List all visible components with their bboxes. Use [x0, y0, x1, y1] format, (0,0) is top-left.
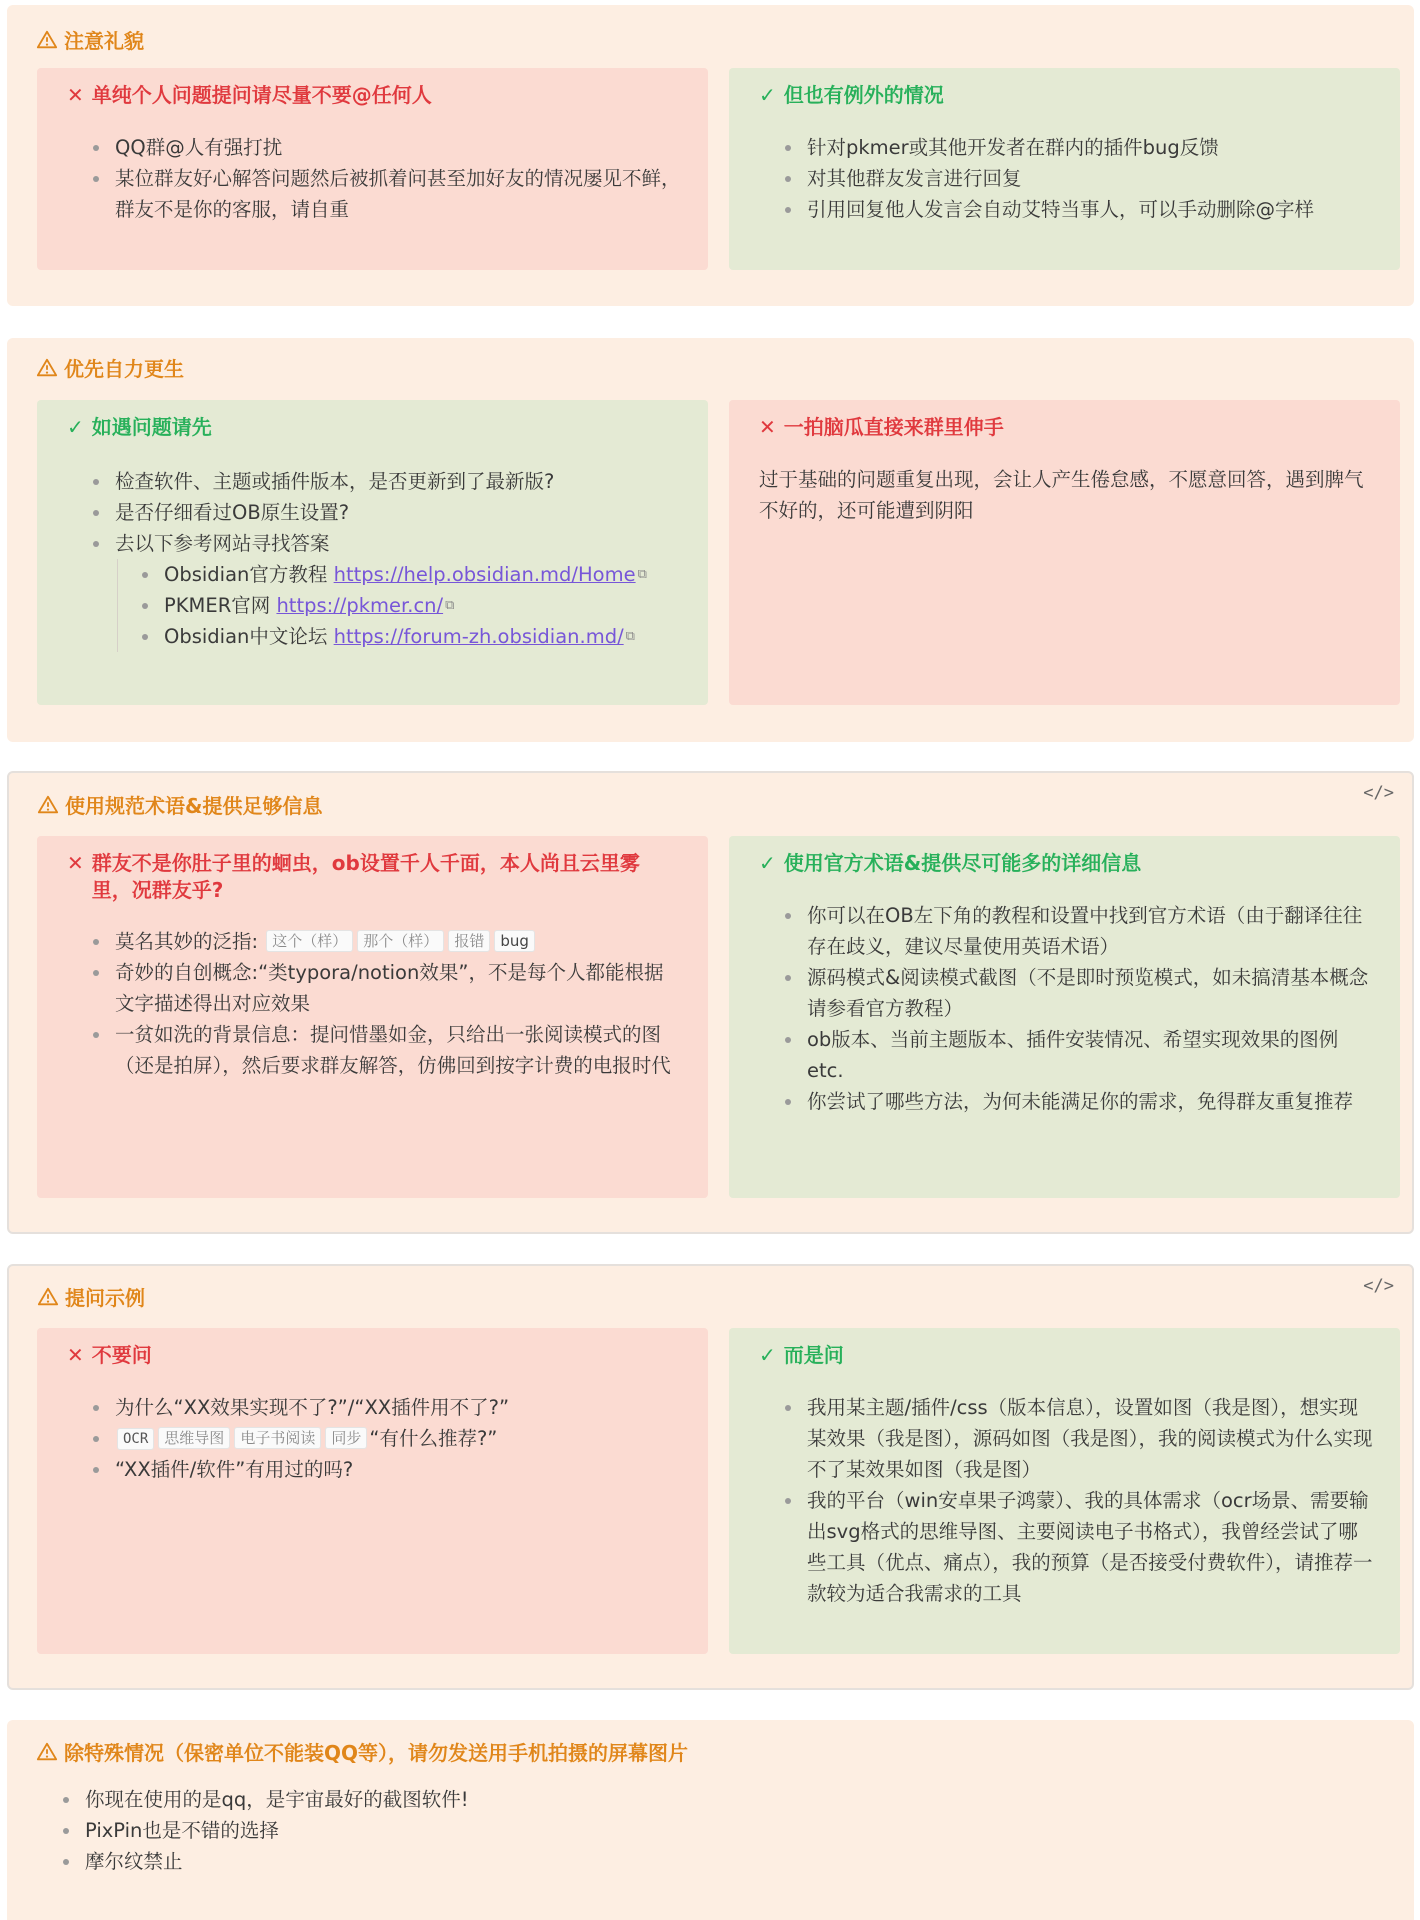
list-item: 莫名其妙的泛指: 这个（样） 那个（样） 报错 bug — [93, 926, 682, 957]
warning-triangle-icon — [36, 29, 58, 51]
do-column-title: ✓ 而是问 — [759, 1343, 844, 1367]
list-item: 针对pkmer或其他开发者在群内的插件bug反馈 — [785, 132, 1374, 163]
dont-column — [37, 836, 708, 1198]
dont-column-title: ✕ 不要问 — [67, 1343, 152, 1367]
dont-column-title: ✕ 群友不是你肚子里的蛔虫，ob设置千人千面，本人尚且云里雾里，况群友乎? — [67, 851, 640, 902]
list-item: Obsidian官方教程 https://help.obsidian.md/Home ⧉ — [142, 559, 682, 590]
external-link-icon: ⧉ — [445, 598, 455, 613]
list-item: 为什么“XX效果实现不了?”/“XX插件用不了?” — [93, 1392, 682, 1423]
list-item: 你尝试了哪些方法，为何未能满足你的需求，免得群友重复推荐 — [785, 1086, 1374, 1117]
callout-title: 提问示例 — [37, 1282, 145, 1311]
callout-title: 使用规范术语&提供足够信息 — [37, 790, 322, 819]
list-item: 去以下参考网站寻找答案 Obsidian官方教程 https://help.obsidian.md/Home ⧉ PKMER官网 https://pkmer.cn/ ⧉ Obsidian中文论坛 https://forum-zh.obsidian.md/ ⧉ — [93, 528, 682, 652]
do-column — [37, 400, 708, 705]
do-column-title: ✓ 使用官方术语&提供尽可能多的详细信息 — [759, 851, 1142, 875]
callout-examples — [7, 1264, 1414, 1690]
tag: 同步 — [325, 1427, 367, 1449]
list-item: 摩尔纹禁止 — [63, 1846, 1388, 1877]
list-item: 一贫如洗的背景信息：提问惜墨如金，只给出一张阅读模式的图（还是拍屏），然后要求群友解答，仿佛回到按字计费的电报时代 — [93, 1019, 682, 1081]
list-item: 检查软件、主题或插件版本，是否更新到了最新版? — [93, 466, 682, 497]
list-item: 我用某主题/插件/css（版本信息），设置如图（我是图），想实现某效果（我是图），源码如图（我是图），我的阅读模式为什么实现不了某效果如图（我是图） — [785, 1392, 1374, 1485]
x-mark-icon: ✕ — [759, 415, 776, 439]
do-list — [785, 1392, 1374, 1609]
list-item: 某位群友好心解答问题然后被抓着问甚至加好友的情况屡见不鲜，群友不是你的客服，请自重 — [93, 163, 682, 225]
dont-list — [93, 1392, 682, 1485]
external-link-icon: ⧉ — [625, 629, 635, 644]
dont-column — [729, 400, 1400, 705]
list-item: “XX插件/软件”有用过的吗? — [93, 1454, 682, 1485]
do-column — [729, 836, 1400, 1198]
warning-triangle-icon — [36, 357, 58, 379]
dont-column-title: ✕ 单纯个人问题提问请尽量不要@任何人 — [67, 83, 432, 107]
warning-triangle-icon — [37, 794, 59, 816]
list-item: 我的平台（win安卓果子鸿蒙）、我的具体需求（ocr场景、需要输出svg格式的思维导图、主要阅读电子书格式），我曾经尝试了哪些工具（优点、痛点），我的预算（是否接受付费软件），请推荐一款较为适合我需求的工具 — [785, 1485, 1374, 1609]
x-mark-icon: ✕ — [67, 1343, 84, 1367]
list-item: Obsidian中文论坛 https://forum-zh.obsidian.md/ ⧉ — [142, 621, 682, 652]
x-mark-icon: ✕ — [67, 83, 84, 107]
pkmer-link[interactable]: https://pkmer.cn/ — [276, 594, 444, 617]
callout-title: 除特殊情况（保密单位不能装QQ等），请勿发送用手机拍摄的屏幕图片 — [36, 1737, 688, 1766]
dont-text: 过于基础的问题重复出现，会让人产生倦怠感，不愿意回答，遇到脾气不好的，还可能遭到阴阳 — [759, 468, 1364, 522]
list-item: 你现在使用的是qq，是宇宙最好的截图软件! — [63, 1784, 1388, 1815]
list-item: 奇妙的自创概念:“类typora/notion效果”，不是每个人都能根据文字描述得出对应效果 — [93, 957, 682, 1019]
callout-terminology — [7, 771, 1414, 1234]
help-obsidian-link[interactable]: https://help.obsidian.md/Home — [333, 563, 636, 586]
dont-column-title: ✕ 一拍脑瓜直接来群里伸手 — [759, 415, 1004, 439]
do-list — [93, 466, 682, 652]
list-item: OCR 思维导图 电子书阅读 同步 “有什么推荐?” — [93, 1423, 682, 1454]
forum-zh-link[interactable]: https://forum-zh.obsidian.md/ — [333, 625, 624, 648]
tag: 报错 — [448, 930, 490, 952]
reference-links — [117, 559, 682, 652]
tag: 那个（样） — [357, 930, 444, 952]
dont-column — [37, 68, 708, 270]
code-icon[interactable]: </> — [1363, 783, 1394, 803]
check-mark-icon: ✓ — [759, 851, 776, 875]
do-column — [729, 1328, 1400, 1654]
list-item: 对其他群友发言进行回复 — [785, 163, 1374, 194]
check-mark-icon: ✓ — [67, 415, 84, 439]
check-mark-icon: ✓ — [759, 83, 776, 107]
list-item: ob版本、当前主题版本、插件安装情况、希望实现效果的图例etc. — [785, 1024, 1374, 1086]
callout-be-polite — [7, 5, 1414, 306]
tag: bug — [494, 930, 535, 952]
dont-list — [93, 926, 682, 1081]
list-item: 是否仔细看过OB原生设置? — [93, 497, 682, 528]
do-column-title: ✓ 但也有例外的情况 — [759, 83, 944, 107]
callout-self-reliance — [7, 338, 1414, 742]
tag: 电子书阅读 — [234, 1427, 321, 1449]
do-column — [729, 68, 1400, 270]
external-link-icon: ⧉ — [637, 567, 647, 582]
dont-column — [37, 1328, 708, 1654]
do-list — [785, 132, 1374, 225]
list-item: 引用回复他人发言会自动艾特当事人，可以手动删除@字样 — [785, 194, 1374, 225]
code-icon[interactable]: </> — [1363, 1276, 1394, 1296]
tips-list — [63, 1784, 1388, 1877]
x-mark-icon: ✕ — [67, 851, 84, 875]
warning-triangle-icon — [37, 1286, 59, 1308]
tag: 这个（样） — [266, 930, 353, 952]
tag: OCR — [117, 1428, 154, 1450]
callout-title: 优先自力更生 — [36, 353, 184, 382]
list-item: 源码模式&阅读模式截图（不是即时预览模式，如未搞清基本概念请参看官方教程） — [785, 962, 1374, 1024]
callout-no-phone-photos — [7, 1720, 1414, 1920]
list-item: 你可以在OB左下角的教程和设置中找到官方术语（由于翻译往往存在歧义，建议尽量使用英语术语） — [785, 900, 1374, 962]
do-list — [785, 900, 1374, 1117]
list-item: PKMER官网 https://pkmer.cn/ ⧉ — [142, 590, 682, 621]
tag: 思维导图 — [158, 1427, 230, 1449]
callout-title: 注意礼貌 — [36, 25, 144, 54]
dont-list — [93, 132, 682, 225]
list-item: QQ群@人有强打扰 — [93, 132, 682, 163]
check-mark-icon: ✓ — [759, 1343, 776, 1367]
do-column-title: ✓ 如遇问题请先 — [67, 415, 212, 439]
list-item: PixPin也是不错的选择 — [63, 1815, 1388, 1846]
warning-triangle-icon — [36, 1741, 58, 1763]
